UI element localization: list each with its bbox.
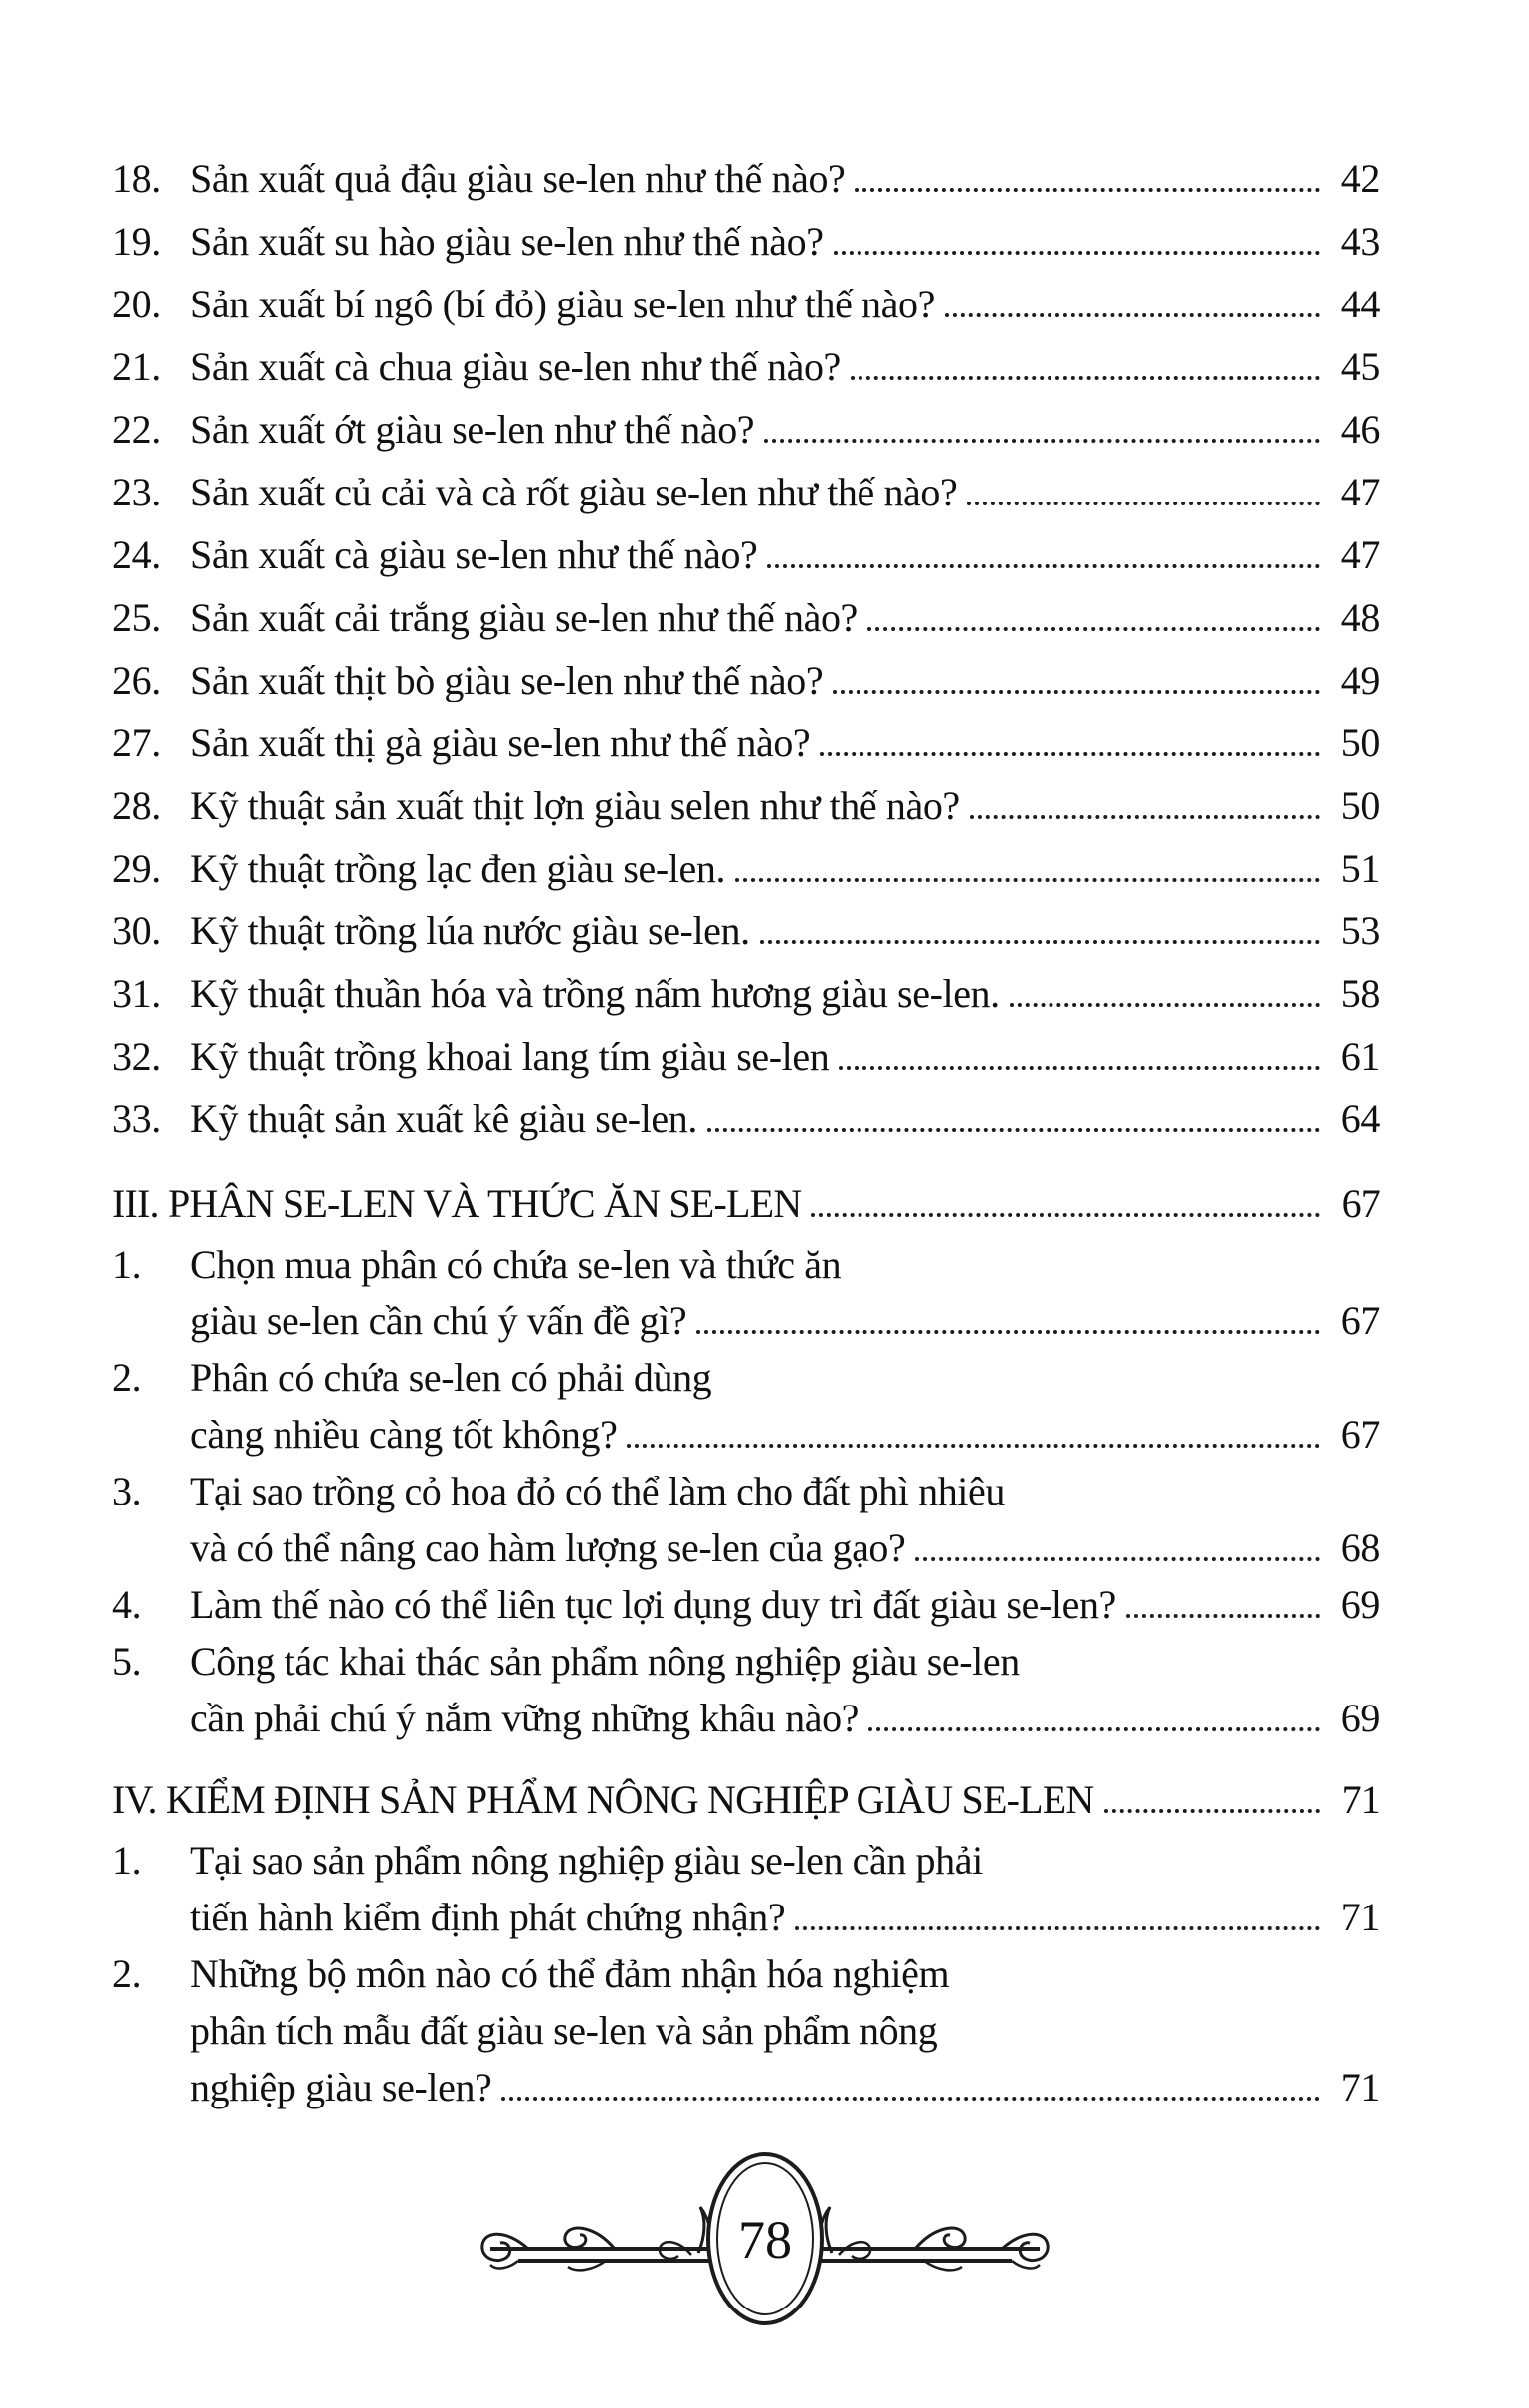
dot-leader — [501, 2097, 1320, 2101]
dot-leader — [820, 752, 1320, 756]
entry-number: 29. — [112, 846, 161, 891]
toc-entry-line — [112, 1945, 1380, 2115]
entry-text: Công tác khai thác sản phẩm nông nghiệp giàu se-len — [190, 1639, 1020, 1684]
entry-page: 71 — [1340, 2065, 1380, 2109]
toc-entry-line — [112, 837, 1380, 900]
entry-page: 42 — [1340, 156, 1380, 201]
toc-entry — [112, 1025, 1380, 1088]
toc-entry-line — [112, 649, 1380, 711]
heading-text: III. PHÂN SE-LEN VÀ THỨC ĂN SE-LEN — [112, 1181, 802, 1226]
toc-entry-line — [190, 273, 1380, 335]
entry-body — [190, 649, 1380, 711]
toc-entry — [112, 1633, 1380, 1746]
entry-text: Sản xuất bí ngô (bí đỏ) giàu se-len như thế nào? — [190, 282, 935, 326]
entry-body — [190, 461, 1380, 523]
toc-section-heading — [112, 1768, 1380, 1832]
entry-body — [190, 1463, 1380, 1576]
entry-page: 67 — [1340, 1299, 1380, 1343]
entry-body — [190, 1025, 1380, 1088]
entry-text: cần phải chú ý nắm vững những khâu nào? — [190, 1696, 860, 1740]
toc-entry-line — [190, 1406, 1380, 1463]
entry-text: Tại sao trồng cỏ hoa đỏ có thể làm cho đất phì nhiêu — [190, 1469, 1005, 1513]
entry-page: 58 — [1340, 971, 1380, 1016]
toc-entry-line — [190, 335, 1380, 398]
entry-body — [190, 774, 1380, 837]
toc-entry-line — [112, 1025, 1380, 1088]
entry-body — [190, 1236, 1380, 1349]
toc-entry — [112, 461, 1380, 523]
toc-entry-line — [190, 1832, 1380, 1889]
entry-body — [190, 586, 1380, 649]
toc-entry-line — [112, 1633, 1380, 1746]
toc-entry-line — [112, 335, 1380, 398]
dot-leader — [967, 502, 1320, 505]
toc-entry — [112, 398, 1380, 461]
toc-entry-line — [190, 1576, 1380, 1633]
toc-entry-line — [190, 586, 1380, 649]
dot-leader — [1104, 1809, 1320, 1813]
toc-entry-line — [112, 1463, 1380, 1576]
dot-leader — [915, 1557, 1320, 1561]
entry-number: 30. — [112, 908, 161, 953]
toc-entry-line — [190, 1463, 1380, 1519]
toc-entry — [112, 837, 1380, 900]
toc-entry — [112, 210, 1380, 273]
entry-body — [190, 900, 1380, 962]
footer-page-number: 78 — [737, 2210, 792, 2270]
entry-text: phân tích mẫu đất giàu se-len và sản phẩm nông — [190, 2008, 938, 2053]
entry-page: 49 — [1340, 658, 1380, 702]
entry-number: 26. — [112, 658, 161, 702]
toc-entry — [112, 962, 1380, 1025]
entry-text: Chọn mua phân có chứa se-len và thức ăn — [190, 1242, 842, 1287]
entry-page: 45 — [1340, 344, 1380, 389]
toc-entry-line — [112, 900, 1380, 962]
toc-heading-line — [112, 1172, 1380, 1236]
dot-leader — [1010, 1003, 1320, 1007]
entry-page: 67 — [1340, 1412, 1380, 1457]
heading-page: 71 — [1341, 1777, 1380, 1822]
toc-entry — [112, 273, 1380, 335]
toc-entry-line — [190, 523, 1380, 586]
toc-entry — [112, 1349, 1380, 1463]
entry-text: tiến hành kiểm định phát chứng nhận? — [190, 1895, 786, 1939]
toc — [112, 147, 1380, 2115]
entry-number: 21. — [112, 344, 161, 389]
toc-entry-line — [190, 900, 1380, 962]
entry-page: 69 — [1340, 1582, 1380, 1627]
footer-flourish-left — [481, 2186, 734, 2270]
entry-body — [190, 1945, 1380, 2115]
dot-leader — [767, 564, 1320, 568]
dot-leader — [696, 1330, 1320, 1334]
toc-entry-line — [112, 523, 1380, 586]
toc-entry-line — [190, 1025, 1380, 1088]
entry-text: Làm thế nào có thể liên tục lợi dụng duy trì đất giàu se-len? — [190, 1582, 1116, 1627]
heading-text: IV. KIỂM ĐỊNH SẢN PHẨM NÔNG NGHIỆP GIÀU SE-LEN — [112, 1777, 1094, 1822]
toc-entry-line — [190, 1236, 1380, 1293]
entry-text: Sản xuất quả đậu giàu se-len như thế nào? — [190, 156, 846, 201]
heading-page: 67 — [1341, 1181, 1380, 1226]
toc-entry-line — [190, 147, 1380, 210]
entry-text: Sản xuất su hào giàu se-len như thế nào? — [190, 219, 824, 264]
toc-entry — [112, 335, 1380, 398]
entry-page: 50 — [1340, 720, 1380, 765]
toc-entry — [112, 586, 1380, 649]
toc-entry — [112, 649, 1380, 711]
toc-section — [112, 1172, 1380, 1746]
entry-number: 1. — [112, 1838, 142, 1883]
entry-text: càng nhiều càng tốt không? — [190, 1412, 618, 1457]
toc-entry-line — [190, 1945, 1380, 2002]
entry-text: Kỹ thuật trồng lúa nước giàu se-len. — [190, 908, 750, 953]
entry-body — [190, 1576, 1380, 1633]
entry-number: 19. — [112, 219, 161, 264]
entry-text: và có thể nâng cao hàm lượng se-len của gạo? — [190, 1525, 906, 1570]
entry-page: 47 — [1340, 470, 1380, 514]
entry-body — [190, 210, 1380, 273]
toc-entry-line — [112, 711, 1380, 774]
page-footer — [457, 2131, 1073, 2350]
entry-page: 68 — [1340, 1525, 1380, 1570]
toc-entry-line — [190, 1633, 1380, 1690]
toc-entry-line — [190, 2059, 1380, 2115]
dot-leader — [834, 251, 1320, 255]
toc-entry — [112, 147, 1380, 210]
toc-entry-line — [112, 1236, 1380, 1349]
entry-body — [190, 1832, 1380, 1945]
entry-body — [190, 711, 1380, 774]
toc-entry-line — [112, 398, 1380, 461]
entry-body — [190, 1088, 1380, 1150]
toc-entry — [112, 523, 1380, 586]
toc-entry-line — [190, 398, 1380, 461]
toc-entry — [112, 711, 1380, 774]
dot-leader — [833, 690, 1320, 694]
entry-text: Kỹ thuật trồng khoai lang tím giàu se-len — [190, 1034, 830, 1079]
entry-text: Sản xuất cà chua giàu se-len như thế nào? — [190, 344, 841, 389]
entry-body — [190, 1349, 1380, 1463]
entry-page: 44 — [1340, 282, 1380, 326]
toc-entry-line — [190, 1088, 1380, 1150]
toc-entry-line — [190, 774, 1380, 837]
toc-section-numbered — [112, 147, 1380, 1150]
dot-leader — [851, 376, 1320, 380]
toc-entry-line — [112, 273, 1380, 335]
toc-entry — [112, 1832, 1380, 1945]
entry-number: 28. — [112, 783, 161, 828]
dot-leader — [760, 940, 1320, 944]
entry-text: Sản xuất ớt giàu se-len như thế nào? — [190, 407, 755, 452]
entry-number: 3. — [112, 1469, 142, 1513]
toc-entry-line — [190, 1690, 1380, 1746]
entry-number: 31. — [112, 971, 161, 1016]
entry-number: 20. — [112, 282, 161, 326]
toc-entry — [112, 1463, 1380, 1576]
dot-leader — [764, 439, 1320, 443]
entry-number: 22. — [112, 407, 161, 452]
entry-page: 71 — [1340, 1895, 1380, 1939]
toc-entry-line — [112, 210, 1380, 273]
toc-entry — [112, 774, 1380, 837]
entry-number: 32. — [112, 1034, 161, 1079]
entry-page: 48 — [1340, 595, 1380, 640]
entry-text: Phân có chứa se-len có phải dùng — [190, 1355, 712, 1400]
dot-leader — [811, 1213, 1320, 1217]
dot-leader — [839, 1066, 1320, 1070]
toc-section-heading — [112, 1172, 1380, 1236]
entry-number: 23. — [112, 470, 161, 514]
entry-body — [190, 335, 1380, 398]
toc-entry-line — [190, 962, 1380, 1025]
dot-leader — [627, 1444, 1320, 1448]
toc-entry-line — [112, 1088, 1380, 1150]
entry-text: Tại sao sản phẩm nông nghiệp giàu se-len cần phải — [190, 1838, 983, 1883]
entry-text: giàu se-len cần chú ý vấn đề gì? — [190, 1299, 687, 1343]
toc-entry-line — [112, 1832, 1380, 1945]
footer-curl-left-tail — [490, 2261, 518, 2268]
toc-entry-line — [190, 461, 1380, 523]
toc-entry-line — [190, 1349, 1380, 1406]
entry-number: 4. — [112, 1582, 142, 1627]
toc-entry-line — [112, 774, 1380, 837]
dot-leader — [1126, 1614, 1320, 1618]
entry-page: 46 — [1340, 407, 1380, 452]
dot-leader — [970, 815, 1320, 819]
dot-leader — [868, 1727, 1320, 1731]
entry-number: 18. — [112, 156, 161, 201]
entry-body — [190, 147, 1380, 210]
toc-entry-line — [190, 2002, 1380, 2059]
entry-body — [190, 837, 1380, 900]
entry-number: 33. — [112, 1097, 161, 1141]
entry-body — [190, 523, 1380, 586]
entry-body — [190, 962, 1380, 1025]
dot-leader — [795, 1926, 1320, 1930]
entry-number: 2. — [112, 1355, 142, 1400]
toc-entry-line — [190, 649, 1380, 711]
entry-page: 53 — [1340, 908, 1380, 953]
entry-number: 24. — [112, 532, 161, 577]
dot-leader — [735, 878, 1320, 882]
entry-body — [190, 398, 1380, 461]
toc-entry — [112, 1945, 1380, 2115]
entry-body — [190, 273, 1380, 335]
toc-entry-line — [112, 1349, 1380, 1463]
entry-text: Kỹ thuật sản xuất thịt lợn giàu selen như thế nào? — [190, 783, 960, 828]
entry-text: Sản xuất cà giàu se-len như thế nào? — [190, 532, 758, 577]
entry-number: 2. — [112, 1951, 142, 1996]
entry-text: Sản xuất thịt bò giàu se-len như thế nào? — [190, 658, 824, 702]
entry-page: 69 — [1340, 1696, 1380, 1740]
entry-text: Sản xuất cải trắng giàu se-len như thế nào? — [190, 595, 858, 640]
toc-heading-line — [112, 1768, 1380, 1832]
dot-leader — [855, 188, 1320, 192]
footer-flourish-right — [795, 2186, 1048, 2270]
entry-text: Những bộ môn nào có thể đảm nhận hóa nghiệm — [190, 1951, 950, 1996]
dot-leader — [867, 627, 1320, 631]
entry-text: Sản xuất thị gà giàu se-len như thế nào? — [190, 720, 811, 765]
entry-text: Sản xuất củ cải và cà rốt giàu se-len như thế nào? — [190, 470, 958, 514]
toc-entry — [112, 1088, 1380, 1150]
entry-text: Kỹ thuật trồng lạc đen giàu se-len. — [190, 846, 726, 891]
toc-entry — [112, 900, 1380, 962]
toc-entry-line — [190, 1889, 1380, 1945]
toc-entry-line — [190, 1519, 1380, 1576]
toc-entry-line — [190, 837, 1380, 900]
footer-scroll-left — [564, 2228, 613, 2248]
toc-entry-line — [112, 147, 1380, 210]
entry-page: 43 — [1340, 219, 1380, 264]
entry-number: 1. — [112, 1242, 142, 1287]
entry-page: 50 — [1340, 783, 1380, 828]
entry-number: 25. — [112, 595, 161, 640]
toc-section — [112, 1768, 1380, 2115]
dot-leader — [707, 1128, 1320, 1132]
toc-entry-line — [112, 1576, 1380, 1633]
toc-entry-line — [190, 711, 1380, 774]
footer-ornament — [457, 2131, 1073, 2350]
toc-entry — [112, 1236, 1380, 1349]
entry-page: 51 — [1340, 846, 1380, 891]
toc-entry-line — [190, 1293, 1380, 1349]
entry-page: 47 — [1340, 532, 1380, 577]
toc-entry-line — [112, 586, 1380, 649]
entry-page: 61 — [1340, 1034, 1380, 1079]
entry-body — [190, 1633, 1380, 1746]
entry-text: Kỹ thuật sản xuất kê giàu se-len. — [190, 1097, 697, 1141]
entry-text: Kỹ thuật thuần hóa và trồng nấm hương giàu se-len. — [190, 971, 1000, 1016]
toc-entry-line — [112, 461, 1380, 523]
entry-page: 64 — [1340, 1097, 1380, 1141]
toc-entry-line — [190, 210, 1380, 273]
toc-entry — [112, 1576, 1380, 1633]
toc-entry-line — [112, 962, 1380, 1025]
entry-text: nghiệp giàu se-len? — [190, 2065, 492, 2109]
entry-number: 5. — [112, 1639, 142, 1684]
entry-number: 27. — [112, 720, 161, 765]
dot-leader — [945, 313, 1320, 317]
